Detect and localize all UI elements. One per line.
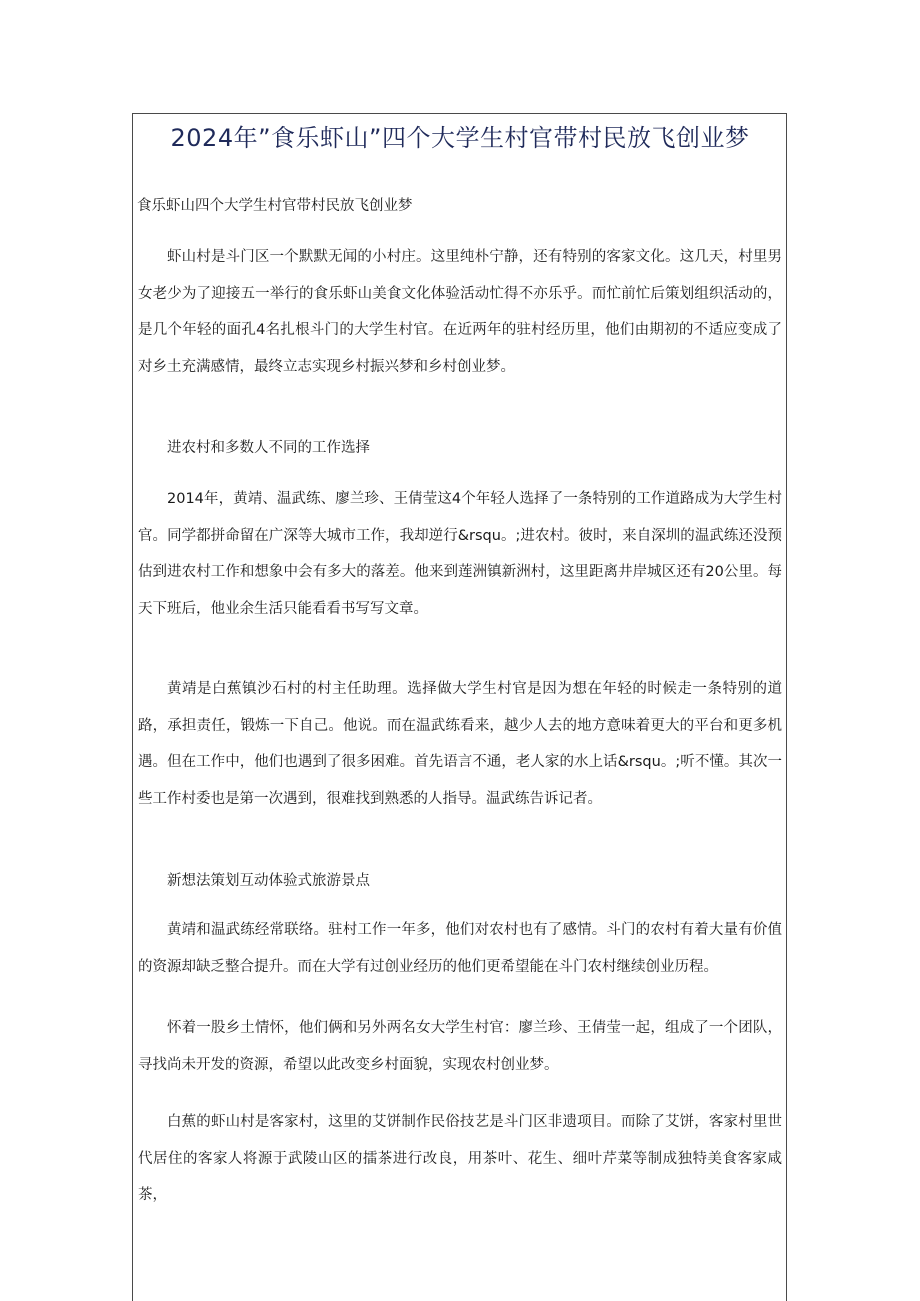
paragraph-4: 黄靖和温武练经常联络。驻村工作一年多，他们对农村也有了感情。斗门的农村有着大量有价值的资源却缺乏整合提升。而在大学有过创业经历的他们更希望能在斗门农村继续创业历程。: [138, 922, 782, 975]
paragraph-3: 黄靖是白蕉镇沙石村的村主任助理。选择做大学生村官是因为想在年轻的时候走一条特别的道路，承担责任，锻炼一下自己。他说。而在温武练看来，越少人去的地方意味着更大的平台和更多机遇。但在工作中，他们也遇到了很多困难。首先语言不通，老人家的水上话&rsqu。;听不懂。其次一些工作村委也是第一次遇到，很难找到熟悉的人指导。温武练告诉记者。: [138, 681, 782, 807]
document-title: 2024年”食乐虾山”四个大学生村官带村民放飞创业梦: [170, 124, 750, 152]
section-heading-2: 新想法策划互动体验式旅游景点: [167, 873, 370, 889]
paragraph-2: 2014年，黄靖、温武练、廖兰珍、王倩莹这4个年轻人选择了一条特别的工作道路成为大学生村官。同学都拼命留在广深等大城市工作，我却逆行&rsqu。;进农村。彼时，来自深圳的温武练还没预估到进农村工作和想象中会有多大的落差。他来到莲洲镇新洲村，这里距离井岸城区还有20公里。每天下班后，他业余生活只能看看书写写文章。: [138, 491, 782, 617]
paragraph-5: 怀着一股乡土情怀，他们俩和另外两名女大学生村官：廖兰珍、王倩莹一起，组成了一个团队，寻找尚未开发的资源，希望以此改变乡村面貌，实现农村创业梦。: [138, 1020, 782, 1073]
paragraph-1: 虾山村是斗门区一个默默无闻的小村庄。这里纯朴宁静，还有特别的客家文化。这几天，村里男女老少为了迎接五一举行的食乐虾山美食文化体验活动忙得不亦乐乎。而忙前忙后策划组织活动的，是几个年轻的面孔4名扎根斗门的大学生村官。在近两年的驻村经历里，他们由期初的不适应变成了对乡土充满感情，最终立志实现乡村振兴梦和乡村创业梦。: [138, 249, 782, 375]
section-heading-1: 进农村和多数人不同的工作选择: [167, 440, 370, 456]
document-subtitle: 食乐虾山四个大学生村官带村民放飞创业梦: [137, 198, 413, 214]
paragraph-6: 白蕉的虾山村是客家村，这里的艾饼制作民俗技艺是斗门区非遗项目。而除了艾饼，客家村里世代居住的客家人将源于武陵山区的擂茶进行改良，用茶叶、花生、细叶芹菜等制成独特美食客家咸茶，: [138, 1114, 782, 1204]
